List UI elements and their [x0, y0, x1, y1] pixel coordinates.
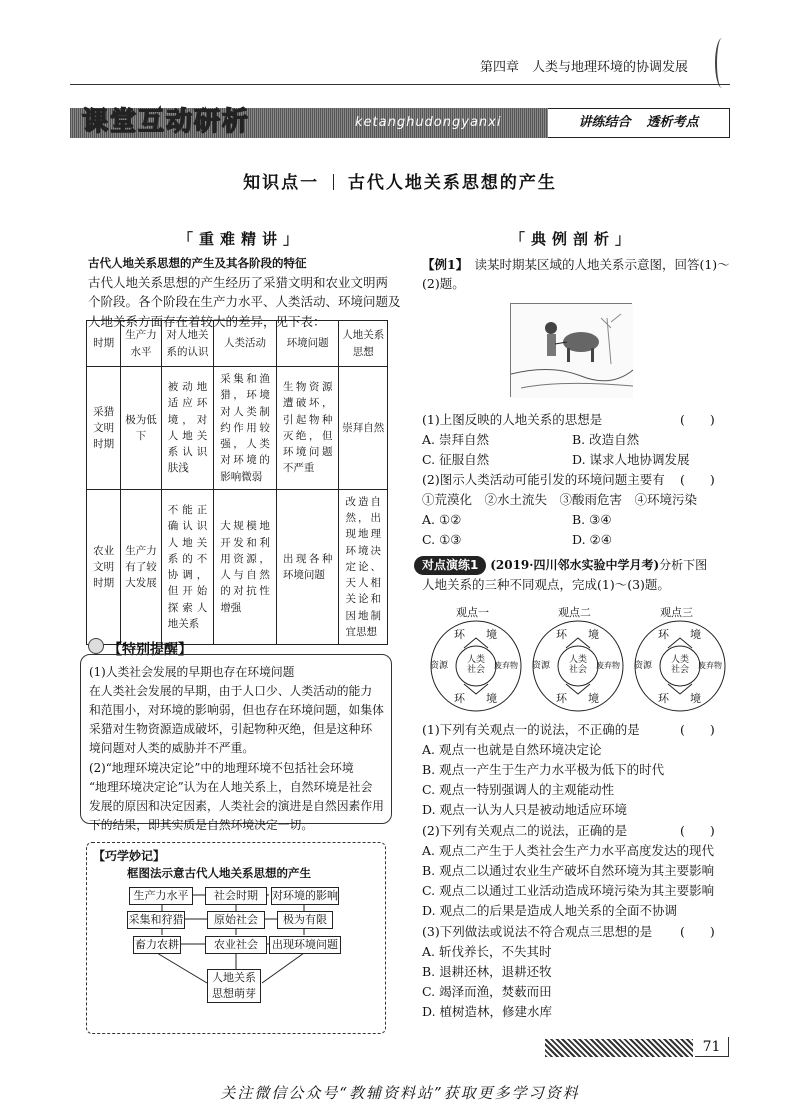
resource-label: 资源: [532, 661, 551, 671]
q2-items: ①荒漠化 ②水土流失 ③酸雨危害 ④环境污染: [422, 492, 698, 507]
p3-stem: (3)下列做法或说法不符合观点三思想的是: [422, 924, 653, 939]
example-intro-2: (2)题。: [422, 276, 465, 292]
chapter-title: 第四章 人类与地理环境的协调发展: [480, 60, 689, 75]
q2-option: B. ③④: [572, 512, 612, 527]
tips-subtitle: 框图法示意古代人地关系思想的产生: [127, 866, 311, 880]
page-number: 71: [695, 1037, 729, 1057]
p2-option: B. 观点二以通过农业生产破坏自然环境为其主要影响: [422, 863, 715, 878]
table-cell: 崇拜自然: [339, 367, 388, 490]
env-char: 环: [454, 692, 465, 705]
view-diagram-1: [428, 618, 524, 714]
view-label: 观点二: [558, 606, 591, 619]
human-society: 人类社会: [466, 655, 485, 675]
viewpoint-diagrams: [428, 604, 728, 714]
practice-questions: [422, 720, 732, 1020]
kp-title-text: 古代人地关系思想的产生: [347, 173, 557, 193]
p1-option: B. 观点一产生于生产力水平极为低下的时代: [422, 762, 665, 777]
table-header-row: [87, 321, 388, 367]
table-row: [87, 367, 388, 490]
intro-line-2: 个阶段。各个阶段在生产力水平、人类活动、环境问题及: [88, 294, 401, 310]
left-subtitle: 古代人地关系思想的产生及其各阶段的特征: [88, 256, 307, 270]
slogan-a: 讲练结合: [578, 114, 631, 130]
q2-answer-blank: ( ): [680, 472, 715, 487]
fc-box-final: [207, 969, 261, 1003]
intro-line-1: 古代人地关系思想的产生经历了采猎文明和农业文明两: [88, 274, 389, 290]
ploughing-illustration: [511, 304, 633, 398]
waste-label: 废弃物: [698, 661, 722, 670]
p3-option: D. 植树造林，修建水库: [422, 1004, 553, 1019]
q2-option: D. ②④: [572, 532, 612, 547]
resource-label: 资源: [634, 661, 653, 671]
tips-title: 【巧学妙记】: [93, 849, 166, 863]
kp-divider: [333, 174, 334, 190]
p2-stem: (2)下列有关观点二的说法，正确的是: [422, 823, 628, 838]
banner-slogan: [548, 108, 730, 138]
header-rule: [70, 84, 730, 85]
view-label: 观点三: [660, 606, 693, 619]
right-section-title-text: 典例剖析: [531, 230, 616, 248]
q1-stem: (1)上图反映的人地关系的思想是: [422, 412, 603, 427]
table-cell: 农业文明时期: [87, 489, 121, 644]
left-section-title: 「重难精讲」: [178, 230, 305, 248]
q2-option: A. ①②: [422, 512, 462, 527]
remind-line: (1)人类社会发展的早期也存在环境问题: [89, 665, 295, 679]
banner-title: 课堂互动研析: [82, 107, 251, 137]
practice-intro-a: 分析下图: [659, 558, 708, 572]
fc-box: 采集和狩猎: [127, 911, 185, 929]
env-char: 境: [486, 692, 497, 705]
q1-option: D. 谋求人地协调发展: [572, 452, 690, 467]
section-banner: [70, 108, 730, 138]
env-char: 环: [658, 628, 669, 641]
practice-label: 对点演练1: [414, 556, 486, 575]
env-char: 境: [690, 628, 701, 641]
remind-line: (2)“地理环境决定论”中的地理环境不包括社会环境: [89, 760, 354, 775]
kp-label: 知识点一: [243, 173, 320, 193]
th-period: 时期: [87, 321, 121, 367]
p2-option: D. 观点二的后果是造成人地关系的全面不协调: [422, 903, 678, 918]
env-char: 境: [690, 692, 701, 705]
p1-stem: (1)下列有关观点一的说法，不正确的是: [422, 722, 640, 737]
example-intro: [422, 255, 732, 294]
fc-box: 极为有限: [277, 911, 333, 929]
p3-answer-blank: ( ): [680, 924, 715, 939]
fc-box: 生产力水平: [129, 887, 193, 905]
example-illustration: [510, 303, 632, 397]
table-cell: 大规模地开发和利用资源，人与自然的对抗性增强: [214, 489, 277, 644]
env-char: 环: [658, 692, 669, 705]
table-cell: 采集和渔猎，环境对人类制约作用较强，人类对环境的影响微弱: [214, 367, 277, 490]
remind-line: 发展的原因和决定因素，人类社会的演进是自然因素作用: [89, 798, 384, 813]
table-row: [87, 489, 388, 644]
human-society: 人类社会: [670, 655, 689, 675]
th-thought: 人地关系思想: [339, 321, 388, 367]
table-cell: 被动地适应环境，对人地关系认识肤浅: [161, 367, 214, 490]
page-curl-decoration: [715, 38, 729, 88]
remind-line: 采猎对生物资源造成破坏，引起物种灭绝，但是这种环: [89, 722, 373, 737]
fc-final-line2: 思想萌芽: [212, 987, 256, 1000]
p2-answer-blank: ( ): [680, 823, 715, 838]
remind-box: [80, 654, 392, 832]
remind-line: 在人类社会发展的早期，由于人口少、人类活动的能力: [89, 684, 373, 699]
remind-line: “地理环境决定论”认为在人地关系上，自然环境是社会: [89, 779, 373, 794]
human-society: 人类社会: [568, 655, 587, 675]
right-section-title: 「典例剖析」: [510, 230, 637, 248]
stage-table-wrapper: [86, 320, 388, 645]
page-number-bar: [545, 1039, 693, 1057]
remind-line: 下的结果，即其实质是自然环境决定一切。: [89, 817, 314, 832]
env-char: 境: [588, 628, 599, 641]
example-label: 【例1】: [422, 257, 462, 272]
p2-option: C. 观点二以通过工业活动造成环境污染为其主要影响: [422, 883, 715, 898]
magnifier-icon: [88, 638, 104, 654]
p1-option: D. 观点一认为人只是被动地适应环境: [422, 802, 628, 817]
env-char: 境: [588, 692, 599, 705]
env-char: 环: [556, 628, 567, 641]
fc-final-line1: 人地关系: [212, 971, 256, 984]
banner-pinyin: ketanghudongyanxi: [355, 115, 502, 130]
th-productivity: 生产力水平: [121, 321, 161, 367]
remind-line: 境问题对人类的威胁并不严重。: [89, 741, 255, 756]
fc-box: 对环境的影响: [271, 887, 339, 905]
q2-option: C. ①③: [422, 532, 462, 547]
remind-title: 【特别提醒】: [108, 642, 192, 658]
fc-box: 畜力农耕: [133, 936, 181, 954]
q1-option: A. 崇拜自然: [422, 432, 489, 447]
p3-option: A. 斩伐养长，不失其时: [422, 944, 552, 959]
th-understanding: 对人地关系的认识: [161, 321, 214, 367]
table-cell: 生产力有了较大发展: [121, 489, 161, 644]
table-cell: 生物资源遭破坏，引起物种灭绝，但环境问题不严重: [276, 367, 339, 490]
view-diagram-3: [632, 618, 728, 714]
env-char: 环: [556, 692, 567, 705]
table-cell: 采猎文明时期: [87, 367, 121, 490]
q2-stem: (2)图示人类活动可能引发的环境问题主要有: [422, 472, 665, 487]
waste-label: 废弃物: [494, 661, 518, 670]
env-char: 境: [486, 628, 497, 641]
fc-box: 出现环境问题: [269, 936, 341, 954]
p1-option: C. 观点一特别强调人的主观能动性: [422, 782, 615, 797]
table-cell: 不能正确认识人地关系的不协调，但开始探索人地关系: [161, 489, 214, 644]
tips-box: [86, 842, 386, 1034]
table-cell: 极为低下: [121, 367, 161, 490]
p3-option: B. 退耕还林，退耕还牧: [422, 964, 552, 979]
resource-label: 资源: [430, 661, 449, 671]
practice-intro-b: 人地关系的三种不同观点，完成(1)～(3)题。: [422, 576, 670, 592]
left-section-title-text: 重难精讲: [199, 230, 284, 248]
slogan-b: 透析考点: [646, 114, 699, 130]
env-char: 环: [454, 628, 465, 641]
view-label: 观点一: [456, 606, 489, 619]
example-questions: [422, 410, 732, 547]
th-problem: 环境问题: [276, 321, 339, 367]
stage-table: [86, 320, 388, 645]
waste-label: 废弃物: [596, 661, 620, 670]
p1-option: A. 观点一也就是自然环境决定论: [422, 742, 602, 757]
table-cell: 改造自然，出现地理环境决定论、天人相关论和因地制宜思想: [339, 489, 388, 644]
intro-line-3: 人地关系方面存在着较大的差异，见下表：: [88, 313, 326, 329]
view-diagram-2: [530, 618, 626, 714]
q1-answer-blank: ( ): [680, 412, 715, 427]
fc-box: 社会时期: [205, 887, 267, 905]
p3-option: C. 竭泽而渔，焚薮而田: [422, 984, 552, 999]
knowledge-point-title: [0, 170, 800, 196]
th-activity: 人类活动: [214, 321, 277, 367]
fc-box: 原始社会: [207, 911, 265, 929]
practice-intro: [414, 556, 734, 594]
example-intro-1: 读某时期某区域的人地关系示意图，回答(1)～: [474, 257, 730, 272]
banner-left: [70, 108, 548, 138]
q1-option: B. 改造自然: [572, 432, 640, 447]
p1-answer-blank: ( ): [680, 722, 715, 737]
fc-box: 农业社会: [205, 936, 267, 954]
table-cell: 出现各种环境问题: [276, 489, 339, 644]
footer-note: 关注微信公众号“教辅资料站”获取更多学习资料: [220, 1084, 580, 1102]
q1-option: C. 征服自然: [422, 452, 490, 467]
p2-option: A. 观点二产生于人类社会生产力水平高度发达的现代: [422, 843, 714, 858]
remind-line: 和范围小，对环境的影响弱，但也存在环境问题，如集体: [89, 703, 384, 718]
practice-source: (2019·四川邻水实验中学月考): [490, 558, 660, 572]
